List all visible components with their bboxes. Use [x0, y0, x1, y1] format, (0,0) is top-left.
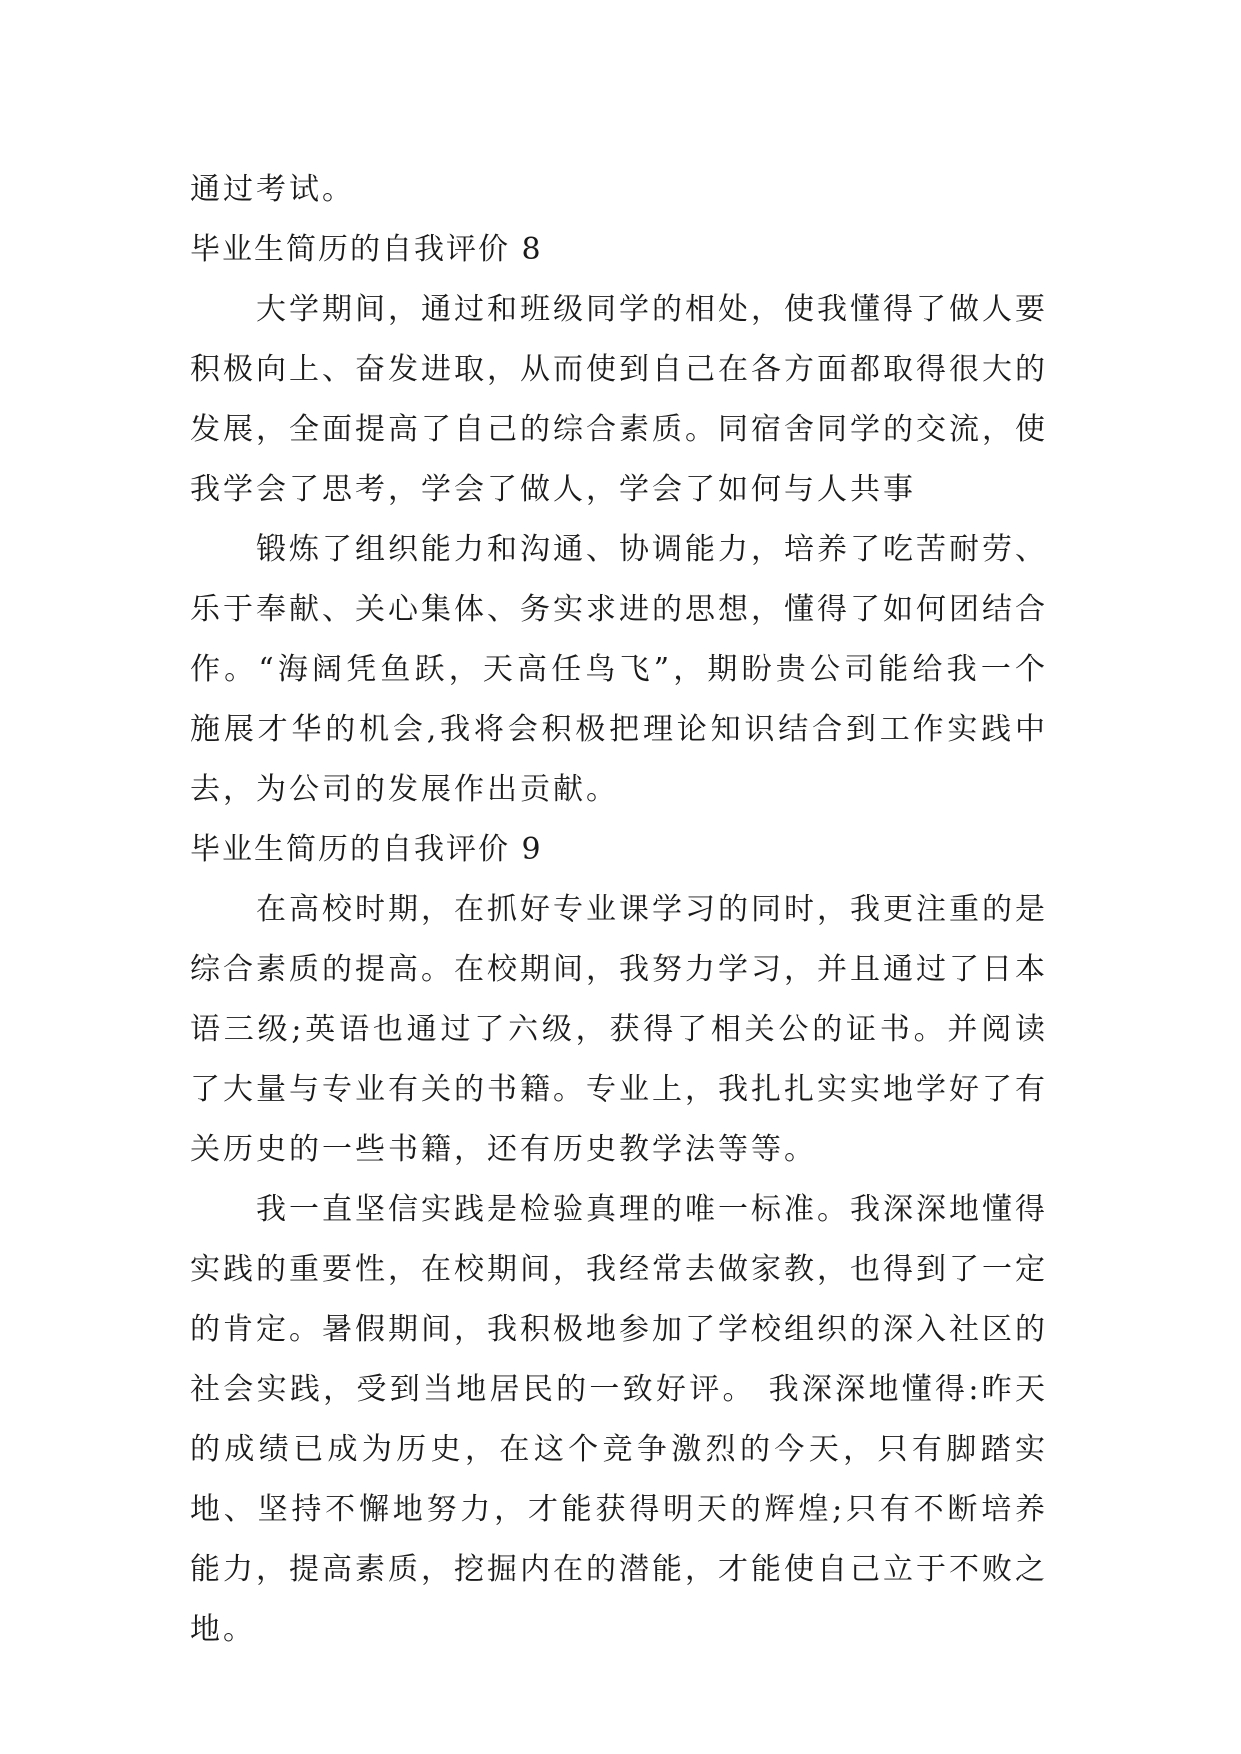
opening-fragment: 通过考试。 — [190, 172, 355, 207]
document-body — [190, 160, 1048, 1660]
section-heading: 毕业生简历的自我评价 9 — [190, 832, 543, 867]
body-paragraph: 大学期间，通过和班级同学的相处，使我懂得了做人要积极向上、奋发进取，从而使到自己在各方面都取得很大的发展，全面提高了自己的综合素质。同宿舍同学的交流，使我学会了思考，学会了做人，学会了如何与人共事 — [190, 292, 1048, 507]
body-paragraph: 我一直坚信实践是检验真理的唯一标准。我深深地懂得实践的重要性，在校期间，我经常去做家教，也得到了一定的肯定。暑假期间，我积极地参加了学校组织的深入社区的社会实践，受到当地居民的一致好评。 我深深地懂得:昨天的成绩已成为历史，在这个竞争激烈的今天，只有脚踏实地、坚持不懈地努力，才能获得明天的辉煌;只有不断培养能力，提高素质，挖掘内在的潜能，才能使自己立于不败之地。 — [190, 1192, 1048, 1647]
body-paragraph: 锻炼了组织能力和沟通、协调能力，培养了吃苦耐劳、乐于奉献、关心集体、务实求进的思想，懂得了如何团结合作。“海阔凭鱼跃，天高任鸟飞”，期盼贵公司能给我一个施展才华的机会,我将会积极把理论知识结合到工作实践中去，为公司的发展作出贡献。 — [190, 532, 1048, 807]
section-heading: 毕业生简历的自我评价 8 — [190, 232, 543, 267]
body-paragraph: 在高校时期，在抓好专业课学习的同时，我更注重的是综合素质的提高。在校期间，我努力学习，并且通过了日本语三级;英语也通过了六级，获得了相关公的证书。并阅读了大量与专业有关的书籍。专业上，我扎扎实实地学好了有关历史的一些书籍，还有历史教学法等等。 — [190, 892, 1048, 1167]
